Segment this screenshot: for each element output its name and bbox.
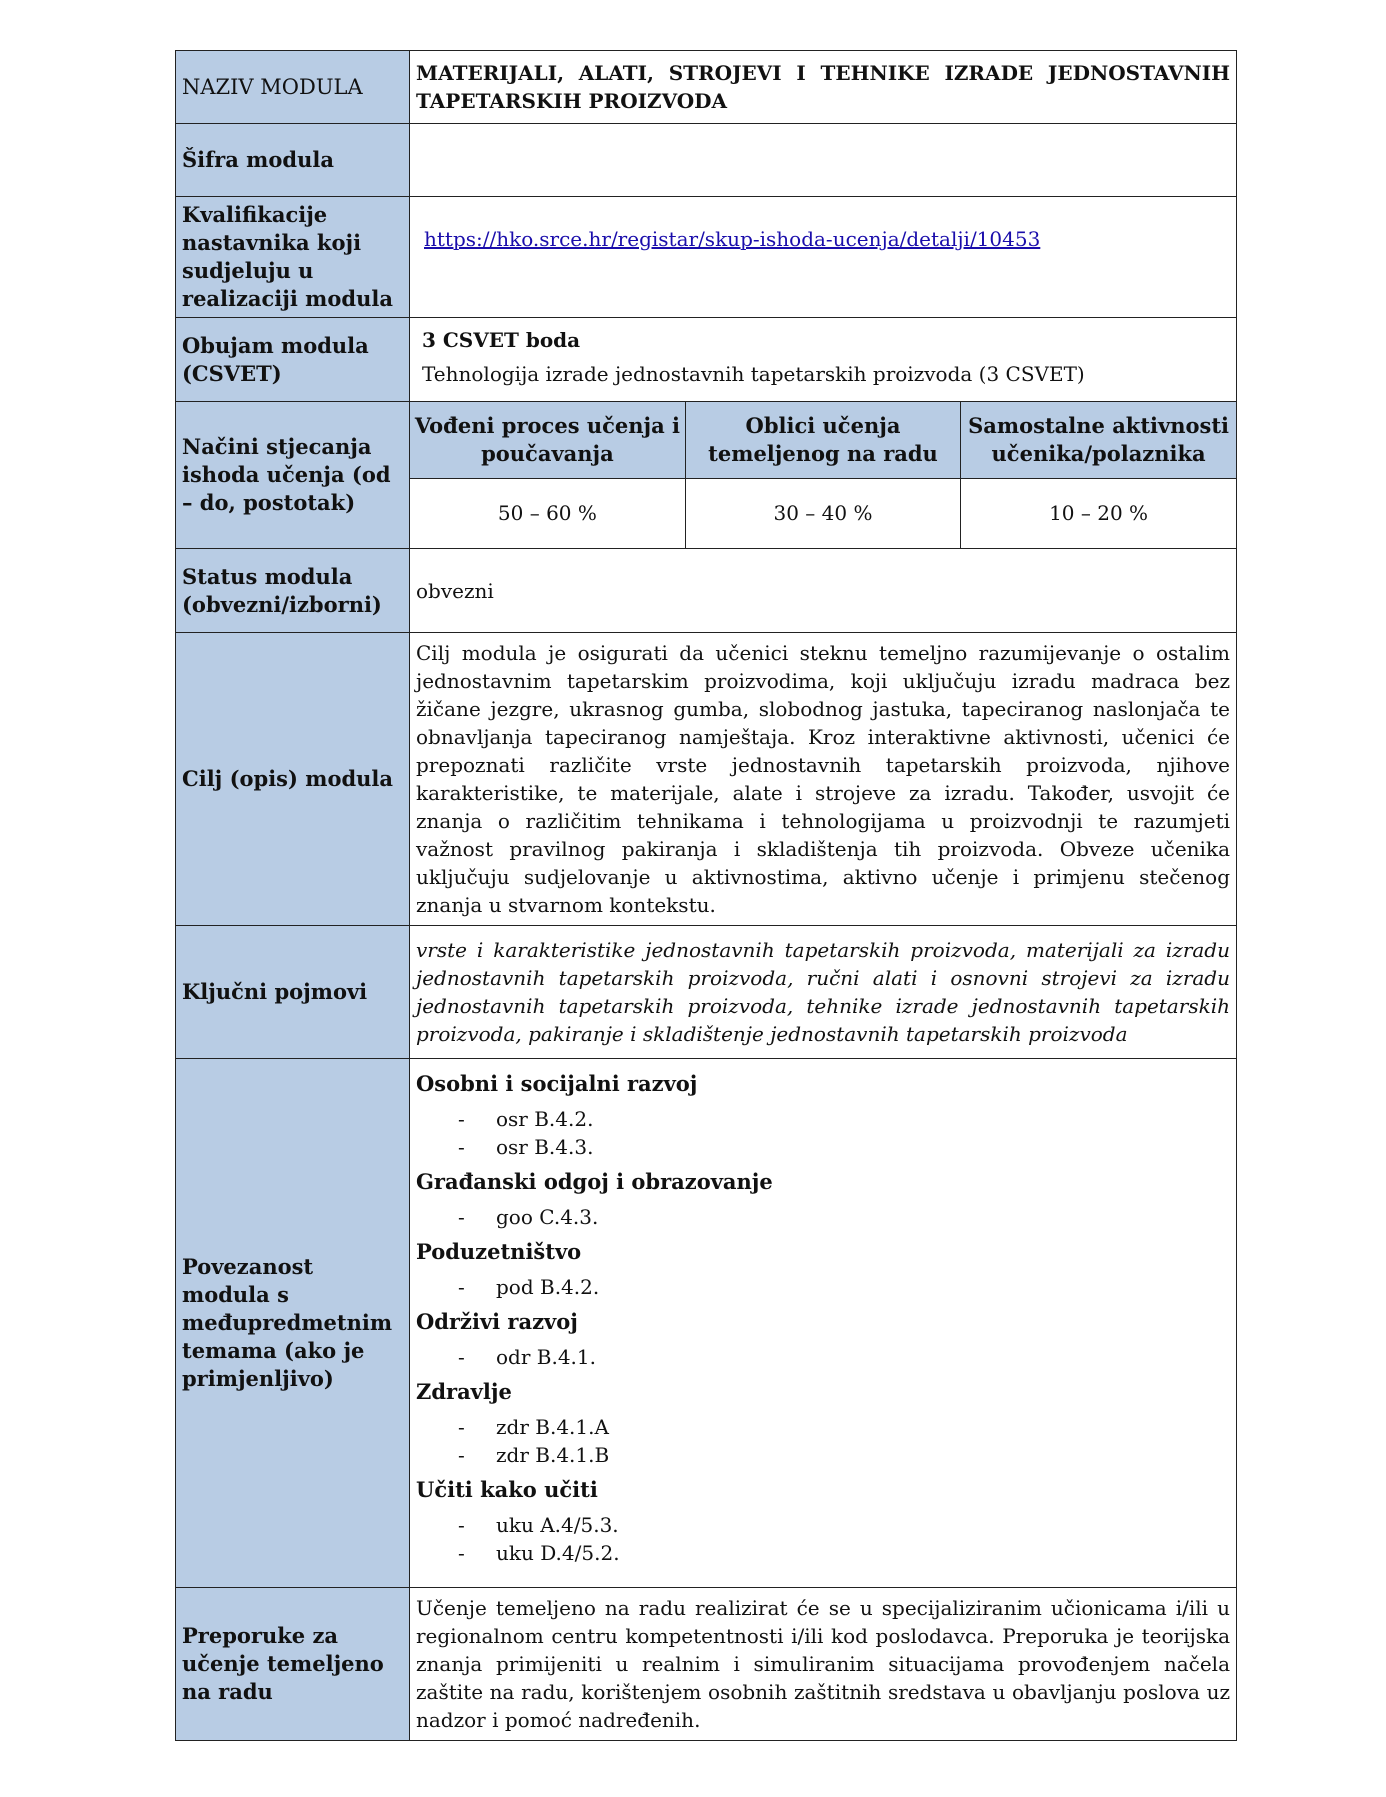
item-code: zdr B.4.1.A (496, 1415, 609, 1439)
nacini-value (410, 402, 1237, 549)
dash-bullet: - (458, 1205, 465, 1229)
item-code: uku A.4/5.3. (496, 1513, 619, 1537)
item-code: zdr B.4.1.B (496, 1443, 610, 1467)
section-title: Zdravlje (416, 1379, 512, 1404)
dash-bullet: - (458, 1513, 465, 1537)
section-title: Građanski odgoj i obrazovanje (416, 1169, 773, 1194)
nacini-header-oblici: Oblici učenja temeljenog na radu (685, 402, 960, 478)
dash-bullet: - (458, 1541, 465, 1565)
obujam-label: Obujam modula (CSVET) (176, 318, 410, 402)
list-item (416, 1413, 1230, 1441)
section-items (416, 1413, 1230, 1469)
row-kvalifikacije (176, 197, 1237, 318)
item-code: goo C.4.3. (496, 1205, 599, 1229)
kvalifikacije-value (410, 197, 1237, 318)
item-code: osr B.4.2. (496, 1107, 594, 1131)
nacini-value-samostalne: 10 – 20 % (961, 478, 1236, 548)
cilj-value: Cilj modula je osigurati da učenici steknu temeljno razumijevanje o ostalim jednostavnim tapetarskim proizvodima, koji uključuju izradu madraca bez žičane jezgre, ukrasnog gumba, slobodnog jastuka, tapeciranog naslonjača te obnavljanja tapeciranog namještaja. Kroz interaktivne aktivnosti, učenici će prepoznati različite vrste jednostavnih tapetarskih proizvoda, njihove karakteristike, te materijale, alate i strojeve za izradu. Također, usvojit će znanja o različitim tehnikama i tehnologijama u proizvodnji te razumjeti važnost pravilnog pakiranja i skladištenja tih proizvoda. Obveze učenika uključuju sudjelovanje u aktivnostima, aktivno učenje i primjenu stečenog znanja u stvarnom kontekstu. (410, 633, 1237, 926)
pojmovi-label: Ključni pojmovi (176, 926, 410, 1059)
list-item (416, 1343, 1230, 1371)
section-items (416, 1511, 1230, 1567)
preporuke-value: Učenje temeljeno na radu realizirat će se u specijaliziranim učionicama i/ili u regionalnom centru kompetentnosti i/ili kod poslodavca. Preporuka je teorijska znanja primijeniti u realnim i simuliranim situacijama provođenjem načela zaštite na radu, korištenjem osobnih zaštitnih sredstava u obavljanju poslova uz nadzor i pomoć nadređenih. (410, 1588, 1237, 1741)
pojmovi-value: vrste i karakteristike jednostavnih tapetarskih proizvoda, materijali za izradu jednostavnih tapetarskih proizvoda, ručni alati i osnovni strojevi za izradu jednostavnih tapetarskih proizvoda, tehnike izrade jednostavnih tapetarskih proizvoda, pakiranje i skladištenje jednostavnih tapetarskih proizvoda (410, 926, 1237, 1059)
section-items (416, 1343, 1230, 1371)
dash-bullet: - (458, 1443, 465, 1467)
row-cilj (176, 633, 1237, 926)
dash-bullet: - (458, 1415, 465, 1439)
kvalifikacije-label: Kvalifikacije nastavnika koji sudjeluju u realizaciji modula (176, 197, 410, 318)
list-item (416, 1511, 1230, 1539)
row-obujam (176, 318, 1237, 402)
row-preporuke (176, 1588, 1237, 1741)
nacini-value-vodeni: 50 – 60 % (410, 478, 685, 548)
item-code: osr B.4.3. (496, 1135, 594, 1159)
nacini-value-oblici: 30 – 40 % (685, 478, 960, 548)
nacini-table (410, 402, 1236, 548)
section-title: Osobni i socijalni razvoj (416, 1071, 698, 1096)
document-page (175, 50, 1237, 1741)
row-status (176, 549, 1237, 633)
section-title: Učiti kako učiti (416, 1477, 598, 1502)
module-table (175, 50, 1237, 1741)
dash-bullet: - (458, 1135, 465, 1159)
list-item (416, 1441, 1230, 1469)
obujam-value (410, 318, 1237, 402)
dash-bullet: - (458, 1107, 465, 1131)
povezanost-label: Povezanost modula s međupredmetnim temama (ako je primjenljivo) (176, 1059, 410, 1588)
row-povezanost (176, 1059, 1237, 1588)
dash-bullet: - (458, 1345, 465, 1369)
section-items (416, 1105, 1230, 1161)
item-code: pod B.4.2. (496, 1275, 600, 1299)
section-title: Poduzetništvo (416, 1239, 582, 1264)
obujam-subject: Tehnologija izrade jednostavnih tapetarskih proizvoda (3 CSVET) (422, 362, 1085, 386)
status-label: Status modula (obvezni/izborni) (176, 549, 410, 633)
nacini-header-samostalne: Samostalne aktivnosti učenika/polaznika (961, 402, 1236, 478)
obujam-points: 3 CSVET boda (422, 328, 581, 352)
section-items (416, 1203, 1230, 1231)
item-code: uku D.4/5.2. (496, 1541, 620, 1565)
module-title: MATERIJALI, ALATI, STROJEVI I TEHNIKE IZRADE JEDNOSTAVNIH TAPETARSKIH PROIZVODA (410, 51, 1237, 124)
cross-curricular-list (416, 1069, 1230, 1567)
row-pojmovi (176, 926, 1237, 1059)
list-item (416, 1539, 1230, 1567)
section-title: Održivi razvoj (416, 1309, 578, 1334)
list-item (416, 1203, 1230, 1231)
row-sifra (176, 124, 1237, 197)
cilj-label: Cilj (opis) modula (176, 633, 410, 926)
hko-link[interactable]: https://hko.srce.hr/registar/skup-ishoda-ucenja/detalji/10453 (424, 227, 1041, 251)
naziv-label: NAZIV MODULA (176, 51, 410, 124)
section-items (416, 1273, 1230, 1301)
list-item (416, 1133, 1230, 1161)
nacini-header-vodeni: Vođeni proces učenja i poučavanja (410, 402, 685, 478)
nacini-label: Načini stjecanja ishoda učenja (od – do, postotak) (176, 402, 410, 549)
row-naziv (176, 51, 1237, 124)
preporuke-label: Preporuke za učenje temeljeno na radu (176, 1588, 410, 1741)
sifra-value (410, 124, 1237, 197)
item-code: odr B.4.1. (496, 1345, 596, 1369)
povezanost-value (410, 1059, 1237, 1588)
list-item (416, 1273, 1230, 1301)
dash-bullet: - (458, 1275, 465, 1299)
sifra-label: Šifra modula (176, 124, 410, 197)
row-nacini (176, 402, 1237, 549)
status-value: obvezni (410, 549, 1237, 633)
list-item (416, 1105, 1230, 1133)
